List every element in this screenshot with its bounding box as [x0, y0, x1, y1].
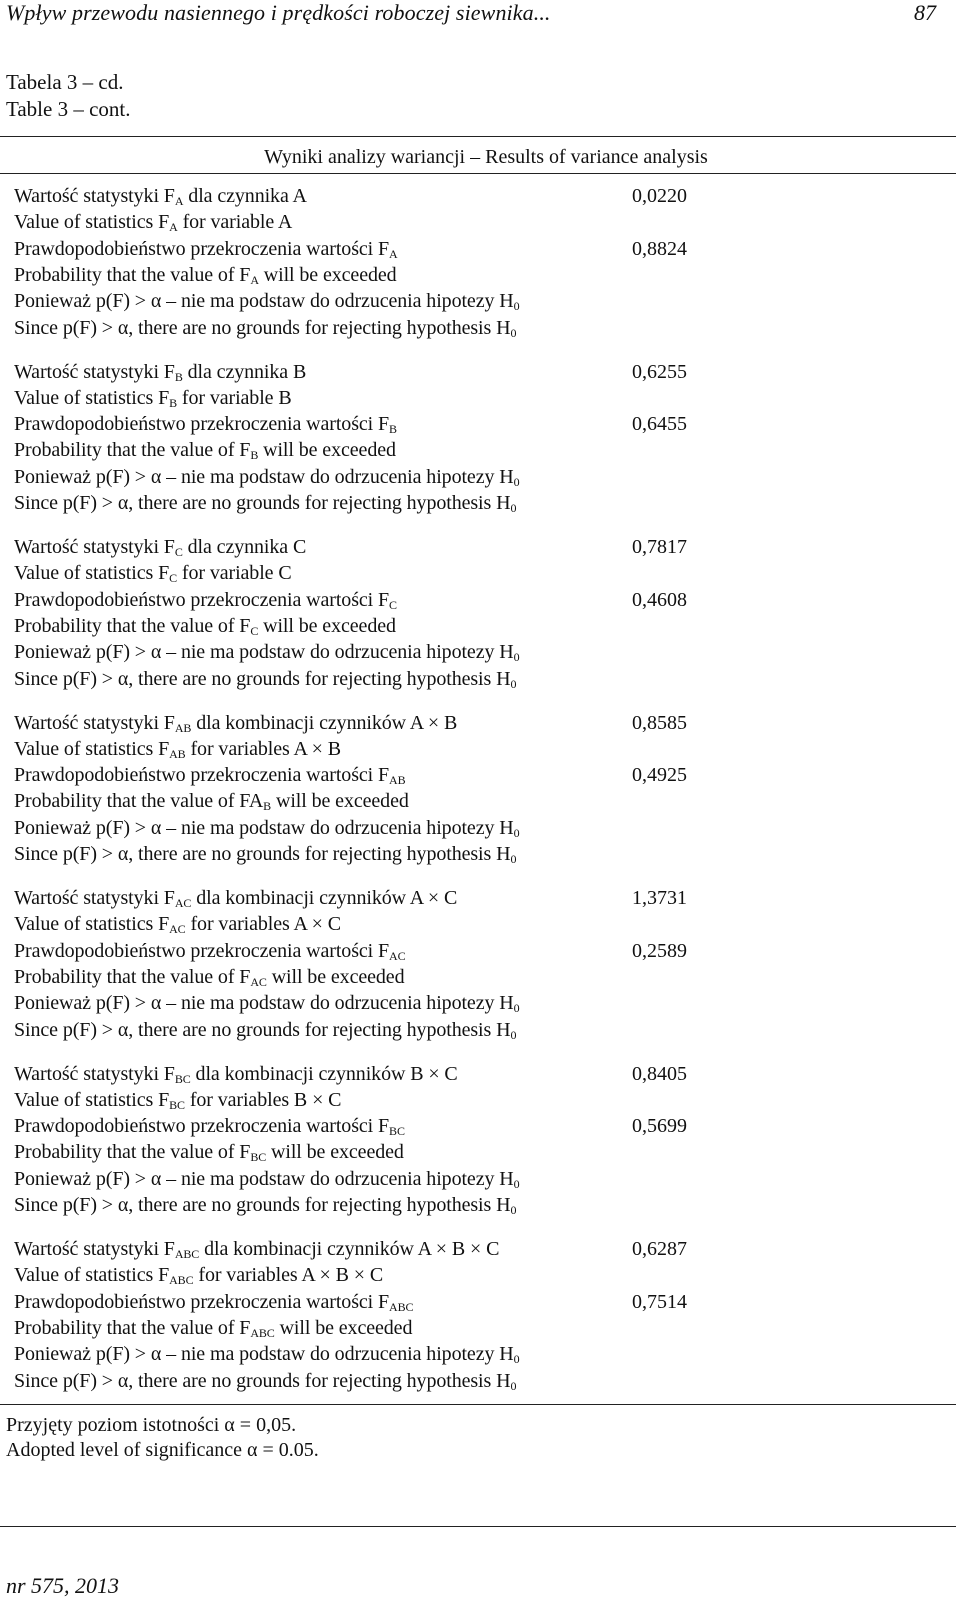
table-line — [14, 536, 306, 558]
table-line — [14, 589, 397, 611]
table-line — [14, 843, 516, 865]
line-text: for variables B × C — [184, 1088, 342, 1111]
table-line — [14, 1238, 499, 1260]
subscript: C — [389, 597, 397, 612]
line-text: for variable A — [177, 211, 293, 234]
subscript: 0 — [510, 852, 517, 866]
subscript: 0 — [513, 650, 520, 665]
table-line — [14, 790, 409, 812]
line-text: for variables A × C — [185, 913, 341, 936]
line-text: dla kombinacji czynników B × C — [190, 1062, 458, 1085]
table-line — [14, 668, 516, 690]
table-line — [14, 1343, 520, 1365]
line-text: Since p(F) > α, there are no grounds for rejecting hypothesis H — [14, 843, 511, 865]
statistic-value: 0,0220 — [632, 185, 687, 207]
line-text: Since p(F) > α, there are no grounds for rejecting hypothesis H — [14, 1018, 511, 1041]
table-line — [14, 615, 396, 637]
table-line — [14, 562, 292, 584]
subscript: A — [389, 246, 398, 261]
table-line — [14, 290, 520, 312]
table-line — [14, 887, 457, 909]
footer-rule — [0, 1526, 956, 1527]
table-line — [14, 238, 398, 260]
subscript: 0 — [510, 1027, 517, 1042]
journal-issue: nr 575, 2013 — [6, 1573, 120, 1598]
table-line — [14, 817, 520, 839]
line-text: dla czynnika C — [182, 536, 307, 558]
subscript: BC — [389, 1124, 405, 1139]
line-text: Wartość statystyki F — [14, 887, 175, 909]
line-text: Ponieważ p(F) > α – nie ma podstaw do odrzucenia hipotezy H — [14, 1167, 514, 1190]
line-text: Value of statistics F — [14, 562, 170, 585]
subscript: BC — [169, 1097, 185, 1112]
table-top-rule — [0, 136, 956, 137]
line-text: for variable B — [177, 386, 292, 409]
line-text: Prawdopodobieństwo przekroczenia wartości F — [14, 588, 390, 611]
table-line — [14, 738, 341, 760]
table-line — [14, 439, 396, 461]
subscript: 0 — [510, 325, 517, 340]
line-text: Wartość statystyki F — [14, 1238, 175, 1260]
subscript: AB — [169, 746, 186, 761]
line-text: Since p(F) > α, there are no grounds for rejecting hypothesis H — [14, 316, 511, 339]
line-text: Value of statistics F — [14, 913, 170, 936]
line-text: Since p(F) > α, there are no grounds for rejecting hypothesis H — [14, 1369, 511, 1392]
subscript: ABC — [169, 1273, 194, 1288]
line-text: Ponieważ p(F) > α – nie ma podstaw do odrzucenia hipotezy H — [14, 290, 514, 313]
subscript: 0 — [513, 1001, 520, 1016]
table-line — [14, 1063, 458, 1085]
subscript: B — [263, 799, 272, 814]
statistic-value: 1,3731 — [632, 887, 687, 909]
table-caption-pl: Tabela 3 – cd. — [6, 70, 124, 94]
page-number: 87 — [914, 0, 936, 25]
statistic-value: 0,7817 — [632, 536, 687, 558]
statistic-value: 0,6287 — [632, 1238, 687, 1260]
line-text: will be exceeded — [258, 614, 396, 637]
line-text: Ponieważ p(F) > α – nie ma podstaw do odrzucenia hipotezy H — [14, 1343, 514, 1366]
subscript: AB — [389, 773, 406, 788]
line-text: will be exceeded — [271, 790, 409, 813]
line-text: dla czynnika B — [182, 360, 307, 383]
line-text: Value of statistics F — [14, 1264, 170, 1287]
line-text: Probability that the value of F — [14, 614, 251, 637]
line-text: Probability that the value of F — [14, 1316, 251, 1339]
statistic-value: 0,8585 — [632, 711, 687, 734]
table-line — [14, 992, 520, 1014]
line-text: Ponieważ p(F) > α – nie ma podstaw do odrzucenia hipotezy H — [14, 465, 514, 488]
table-caption-en: Table 3 – cont. — [6, 97, 131, 121]
line-text: Wartość statystyki F — [14, 185, 175, 207]
line-text: Value of statistics F — [14, 737, 170, 760]
subscript: A — [169, 220, 178, 235]
subscript: ABC — [250, 1325, 275, 1340]
statistic-value: 0,6455 — [632, 413, 687, 436]
line-text: Ponieważ p(F) > α – nie ma podstaw do odrzucenia hipotezy H — [14, 641, 514, 664]
table-line — [14, 641, 520, 663]
subscript: B — [174, 369, 183, 384]
line-text: Prawdopodobieństwo przekroczenia wartości F — [14, 764, 390, 787]
line-text: Prawdopodobieństwo przekroczenia wartości F — [14, 413, 390, 436]
subscript: C — [174, 545, 183, 559]
subscript: ABC — [389, 1299, 414, 1314]
table-line — [14, 1317, 412, 1339]
table-line — [14, 264, 397, 286]
statistic-value: 0,6255 — [632, 360, 687, 383]
line-text: Wartość statystyki F — [14, 536, 175, 558]
line-text: Probability that the value of FA — [14, 790, 264, 813]
running-header-title: Wpływ przewodu nasiennego i prędkości roboczej siewnika... — [6, 0, 551, 25]
line-text: dla kombinacji czynników A × B — [191, 711, 458, 734]
table-line — [14, 1141, 404, 1163]
line-text: will be exceeded — [258, 263, 397, 286]
subscript: 0 — [513, 1352, 520, 1367]
table-line — [14, 1194, 516, 1216]
statistic-value: 0,8824 — [632, 237, 687, 260]
subscript: 0 — [513, 825, 520, 840]
table-bottom-rule — [0, 1404, 956, 1405]
subscript: BC — [250, 1150, 267, 1165]
subscript: 0 — [513, 474, 520, 489]
table-line — [14, 387, 292, 409]
line-text: for variables A × B × C — [193, 1264, 384, 1287]
table-line — [14, 466, 520, 488]
subscript: 0 — [510, 1203, 517, 1217]
table-line — [14, 413, 397, 435]
table-line — [14, 317, 516, 339]
table-header-rule — [0, 173, 956, 174]
subscript: AC — [169, 922, 186, 937]
line-text: Prawdopodobieństwo przekroczenia wartości F — [14, 939, 390, 962]
subscript: B — [250, 448, 259, 463]
subscript: 0 — [510, 1378, 517, 1393]
table-line — [14, 1115, 405, 1137]
subscript: AC — [389, 948, 406, 963]
table-line — [14, 1168, 520, 1190]
table-line — [14, 185, 307, 207]
statistic-value: 0,7514 — [632, 1290, 687, 1313]
statistic-value: 0,2589 — [632, 939, 687, 962]
footnote-pl: Przyjęty poziom istotności α = 0,05. — [6, 1414, 297, 1436]
line-text: Ponieważ p(F) > α – nie ma podstaw do odrzucenia hipotezy H — [14, 992, 514, 1015]
line-text: for variables A × B — [185, 737, 341, 760]
subscript: 0 — [510, 501, 517, 515]
table-line — [14, 712, 457, 734]
table-line — [14, 1089, 341, 1111]
line-text: Wartość statystyki F — [14, 711, 175, 734]
line-text: Ponieważ p(F) > α – nie ma podstaw do odrzucenia hipotezy H — [14, 816, 514, 839]
line-text: will be exceeded — [266, 1141, 404, 1164]
line-text: Wartość statystyki F — [14, 1062, 175, 1085]
line-text: Probability that the value of F — [14, 439, 251, 462]
line-text: dla kombinacji czynników A × C — [191, 887, 458, 909]
table-line — [14, 492, 516, 514]
subscript: C — [169, 571, 178, 586]
table-line — [14, 764, 406, 786]
subscript: AB — [174, 720, 192, 735]
table-title: Wyniki analizy wariancji – Results of variance analysis — [264, 146, 708, 168]
subscript: A — [250, 272, 259, 287]
subscript: B — [169, 395, 178, 410]
line-text: Since p(F) > α, there are no grounds for rejecting hypothesis H — [14, 667, 511, 690]
line-text: will be exceeded — [274, 1316, 413, 1339]
line-text: for variable C — [177, 562, 292, 585]
table-line — [14, 211, 292, 233]
line-text: Prawdopodobieństwo przekroczenia wartości F — [14, 1290, 390, 1313]
subscript: AC — [250, 974, 267, 989]
subscript: B — [389, 422, 397, 437]
line-text: Prawdopodobieństwo przekroczenia wartości F — [14, 1115, 390, 1138]
statistic-value: 0,5699 — [632, 1115, 687, 1138]
table-line — [14, 361, 306, 383]
statistic-value: 0,4925 — [632, 764, 687, 787]
table-line — [14, 1291, 413, 1313]
line-text: Probability that the value of F — [14, 1141, 251, 1164]
line-text: Since p(F) > α, there are no grounds for rejecting hypothesis H — [14, 492, 511, 514]
line-text: Probability that the value of F — [14, 965, 251, 988]
table-line — [14, 940, 406, 962]
subscript: A — [174, 194, 184, 208]
table-line — [14, 1019, 516, 1041]
table-line — [14, 913, 341, 935]
line-text: Wartość statystyki F — [14, 360, 175, 383]
subscript: ABC — [174, 1247, 200, 1261]
statistic-value: 0,4608 — [632, 588, 687, 611]
subscript: 0 — [513, 1176, 520, 1191]
table-line — [14, 1264, 383, 1286]
line-text: dla czynnika A — [183, 185, 307, 207]
line-text: Value of statistics F — [14, 1088, 170, 1111]
line-text: Probability that the value of F — [14, 263, 251, 286]
line-text: will be exceeded — [266, 965, 405, 988]
subscript: 0 — [510, 676, 517, 691]
line-text: Prawdopodobieństwo przekroczenia wartości F — [14, 237, 390, 260]
line-text: Since p(F) > α, there are no grounds for rejecting hypothesis H — [14, 1194, 511, 1216]
subscript: AC — [174, 896, 192, 910]
statistic-value: 0,8405 — [632, 1062, 687, 1085]
subscript: C — [250, 623, 259, 638]
subscript: BC — [174, 1071, 191, 1086]
line-text: will be exceeded — [258, 439, 396, 462]
line-text: Value of statistics F — [14, 211, 170, 234]
subscript: 0 — [513, 299, 520, 314]
footnote-en: Adopted level of significance α = 0.05. — [6, 1439, 319, 1461]
line-text: dla kombinacji czynników A × B × C — [199, 1238, 500, 1260]
line-text: Value of statistics F — [14, 386, 170, 409]
table-line — [14, 966, 404, 988]
table-line — [14, 1370, 516, 1392]
